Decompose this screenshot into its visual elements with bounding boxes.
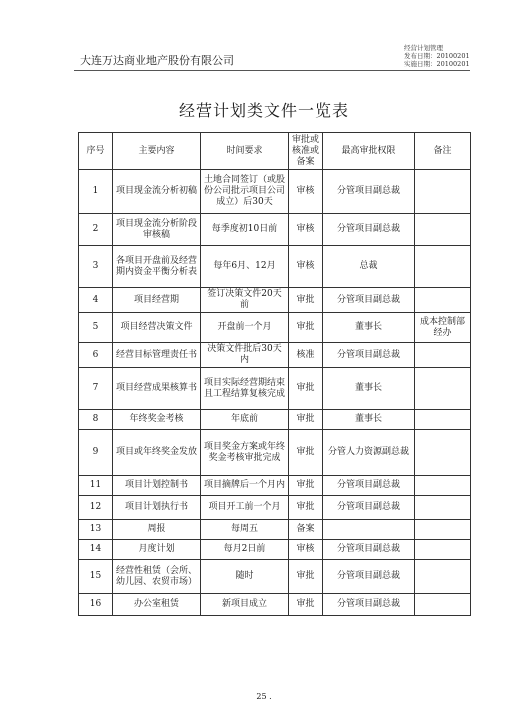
row-remarks [415,214,471,246]
row-content: 项目经营成果核算书 [113,368,201,410]
page-title: 经营计划类文件一览表 [178,101,349,120]
row-time: 土地合同签订（或股份公司批示项目公司成立）后30天 [201,170,289,214]
row-content: 各项目开盘前及经营期内资金平衡分析表 [113,246,201,288]
row-authority: 董事长 [323,410,415,430]
row-time: 项目奖金方案或年终奖金考核审批完成 [201,430,289,476]
row-time: 年底前 [201,410,289,430]
row-remarks [415,430,471,476]
row-authority: 分管项目副总裁 [323,560,415,594]
row-index: 11 [79,476,113,496]
row-content: 办公室租赁 [113,594,201,616]
row-approval-type: 备案 [289,520,323,540]
table-row [79,496,471,520]
row-index: 4 [79,288,113,313]
row-time: 项目摘牌后一个月内 [201,476,289,496]
row-content: 项目经营决策文件 [113,313,201,343]
table-row [79,560,471,594]
row-time: 随时 [201,560,289,594]
row-approval-type: 审核 [289,214,323,246]
row-index: 5 [79,313,113,343]
row-remarks [415,343,471,368]
row-authority: 分管项目副总裁 [323,288,415,313]
table-row [79,520,471,540]
row-index: 14 [79,540,113,560]
row-authority: 分管项目副总裁 [323,594,415,616]
row-remarks [415,520,471,540]
row-remarks [415,540,471,560]
row-approval-type: 审核 [289,246,323,288]
row-remarks [415,246,471,288]
document-meta [404,44,470,68]
doc-name: 经营计划管理 [404,44,443,52]
row-authority: 分管项目副总裁 [323,343,415,368]
row-approval-type: 审批 [289,476,323,496]
row-approval-type: 审批 [289,410,323,430]
row-remarks [415,288,471,313]
row-content: 项目计划执行书 [113,496,201,520]
table-row [79,343,471,368]
row-content: 项目现金流分析初稿 [113,170,201,214]
row-approval-type: 审批 [289,496,323,520]
table-header-row [79,133,471,170]
row-authority: 分管项目副总裁 [323,540,415,560]
row-time: 决策文件批后30天内 [201,343,289,368]
row-authority: 分管项目副总裁 [323,214,415,246]
table-row [79,368,471,410]
table-row [79,313,471,343]
header-remarks: 备注 [415,133,471,170]
row-authority: 总裁 [323,246,415,288]
row-approval-type: 审批 [289,560,323,594]
issue-date: 发布日期：20100201 [404,52,470,60]
table-row [79,594,471,616]
row-time: 开盘前一个月 [201,313,289,343]
row-index: 15 [79,560,113,594]
row-remarks [415,476,471,496]
row-authority [323,520,415,540]
header-authority: 最高审批权限 [323,133,415,170]
row-approval-type: 审批 [289,313,323,343]
row-remarks [415,368,471,410]
row-index: 7 [79,368,113,410]
row-time: 项目实际经营期结束且工程结算复核完成 [201,368,289,410]
effective-date: 实施日期：20100201 [404,60,470,68]
row-remarks [415,170,471,214]
row-content: 年终奖金考核 [113,410,201,430]
row-time: 每年6月、12月 [201,246,289,288]
table-row [79,214,471,246]
header-content: 主要内容 [113,133,201,170]
row-content: 项目计划控制书 [113,476,201,496]
row-authority: 分管人力资源副总裁 [323,430,415,476]
row-index: 1 [79,170,113,214]
row-approval-type: 审批 [289,430,323,476]
row-content: 经营性租赁（会所、幼儿园、农贸市场） [113,560,201,594]
row-authority: 董事长 [323,313,415,343]
row-index: 13 [79,520,113,540]
row-time: 新项目成立 [201,594,289,616]
row-approval-type: 审核 [289,540,323,560]
row-index: 3 [79,246,113,288]
row-authority: 分管项目副总裁 [323,170,415,214]
table-row [79,430,471,476]
row-content: 项目现金流分析阶段审核稿 [113,214,201,246]
row-time: 每周五 [201,520,289,540]
row-content: 项目或年终奖金发放 [113,430,201,476]
row-remarks [415,594,471,616]
row-content: 周报 [113,520,201,540]
row-index: 16 [79,594,113,616]
table-row [79,410,471,430]
table-row [79,476,471,496]
row-approval-type: 审批 [289,594,323,616]
table-row [79,288,471,313]
table-row [79,540,471,560]
plan-document-table [78,132,471,616]
row-content: 经营目标管理责任书 [113,343,201,368]
header-approval-type: 审批或核准或备案 [289,133,323,170]
row-approval-type: 审核 [289,170,323,214]
row-time: 签订决策文件20天前 [201,288,289,313]
row-index: 12 [79,496,113,520]
company-name: 大连万达商业地产股份有限公司 [80,54,234,67]
table-row [79,246,471,288]
row-index: 9 [79,430,113,476]
header-index: 序号 [79,133,113,170]
row-approval-type: 审批 [289,368,323,410]
table-row [79,170,471,214]
row-content: 月度计划 [113,540,201,560]
row-content: 项目经营期 [113,288,201,313]
row-remarks [415,410,471,430]
row-time: 每季度初10日前 [201,214,289,246]
row-time: 每月2日前 [201,540,289,560]
row-approval-type: 审批 [289,288,323,313]
row-index: 2 [79,214,113,246]
row-remarks: 成本控制部经办 [415,313,471,343]
header-time: 时间要求 [201,133,289,170]
row-remarks [415,496,471,520]
header-divider [74,70,470,71]
row-remarks [415,560,471,594]
row-authority: 分管项目副总裁 [323,476,415,496]
row-authority: 董事长 [323,368,415,410]
row-time: 项目开工前一个月 [201,496,289,520]
page-number: 25 . [256,692,272,701]
row-index: 8 [79,410,113,430]
row-index: 6 [79,343,113,368]
row-approval-type: 核准 [289,343,323,368]
row-authority: 分管项目副总裁 [323,496,415,520]
